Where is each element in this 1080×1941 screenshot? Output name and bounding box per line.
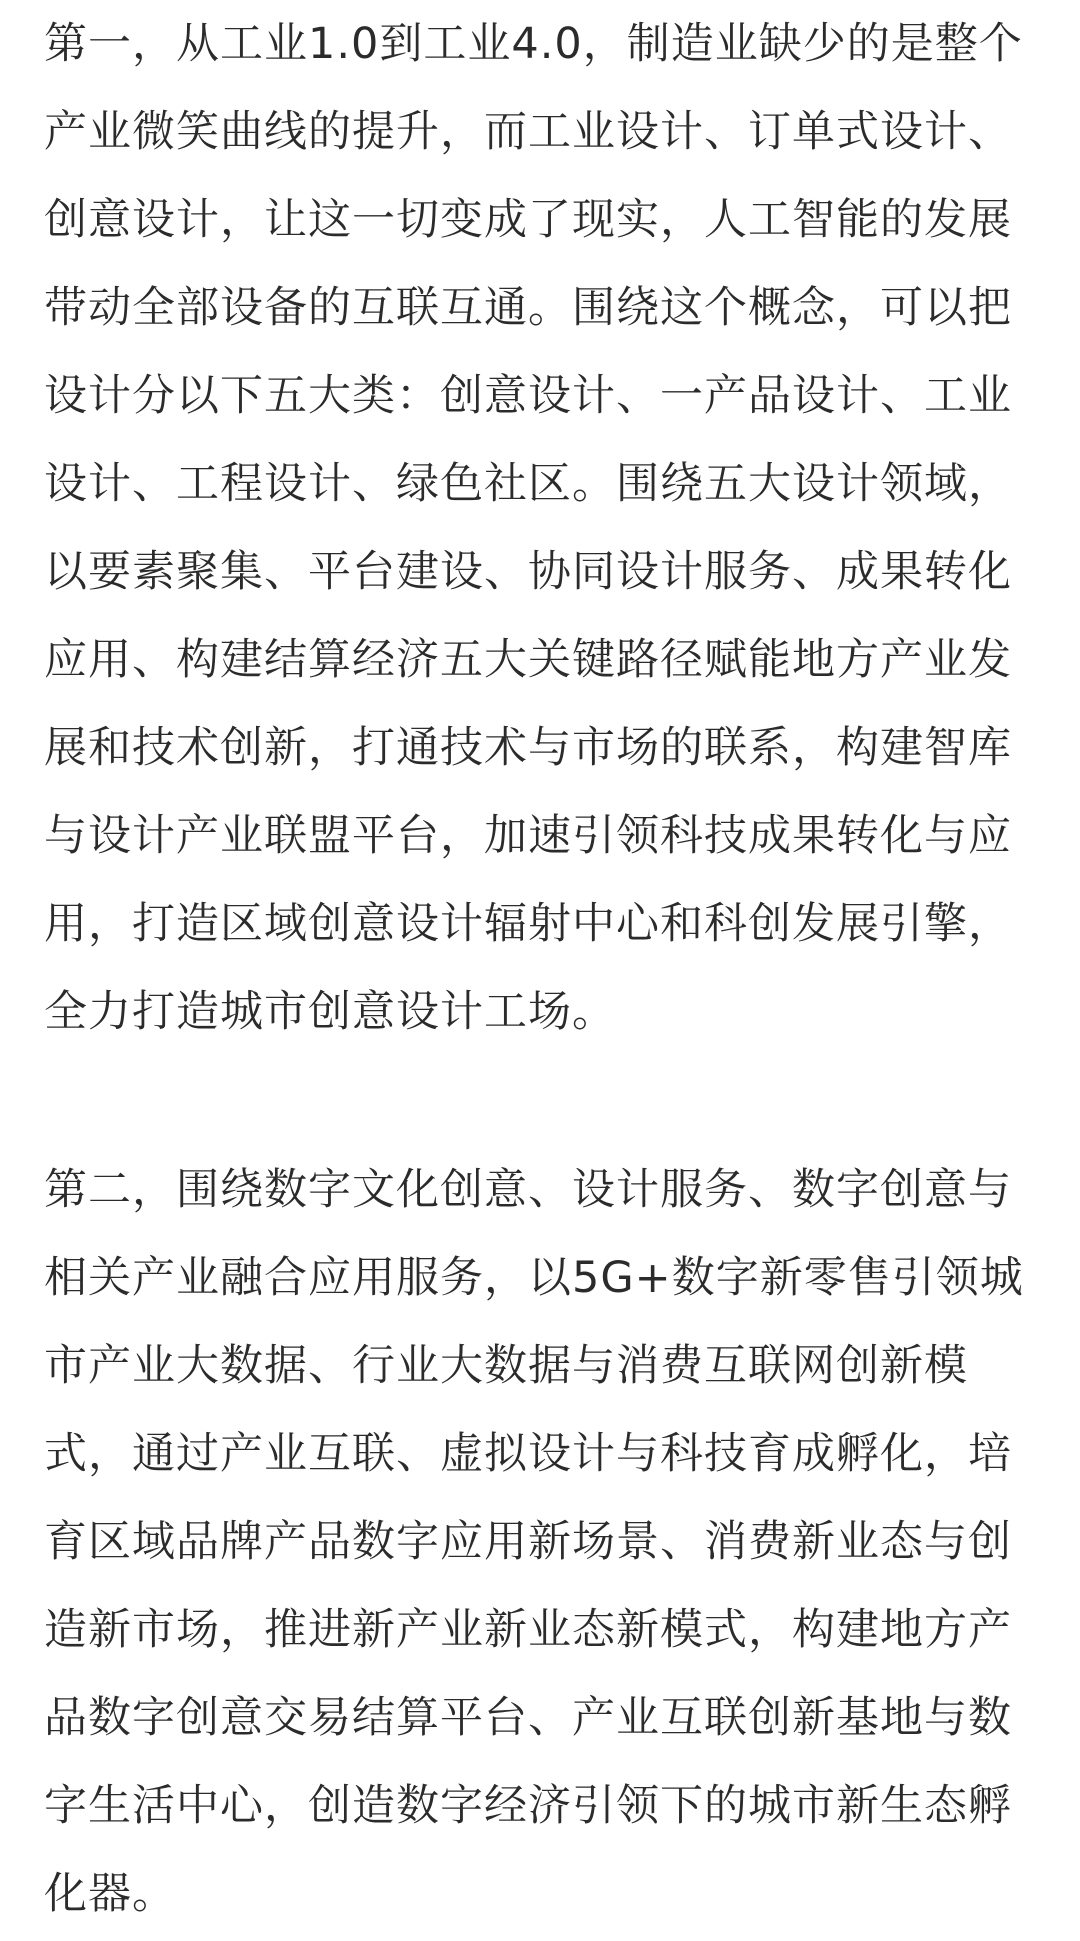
article-body	[44, 0, 1044, 1938]
text-line: 化器。	[44, 1869, 176, 1919]
text-line: 用，打造区域创意设计辐射中心和科创发展引擎，	[44, 899, 1012, 949]
text-line: 全力打造城市创意设计工场。	[44, 987, 616, 1037]
text-line: 品数字创意交易结算平台、产业互联创新基地与数	[44, 1693, 1012, 1743]
text-line: 市产业大数据、行业大数据与消费互联网创新模	[44, 1341, 968, 1391]
paragraph-second	[44, 1146, 1044, 1938]
text-line: 以要素聚集、平台建设、协同设计服务、成果转化	[44, 547, 1012, 597]
text-line: 产业微笑曲线的提升，而工业设计、订单式设计、	[44, 107, 1012, 157]
text-line: 创意设计，让这一切变成了现实，人工智能的发展	[44, 195, 1012, 245]
text-line: 应用、构建结算经济五大关键路径赋能地方产业发	[44, 635, 1012, 685]
text-line: 展和技术创新，打通技术与市场的联系，构建智库	[44, 723, 1012, 773]
text-line: 带动全部设备的互联互通。围绕这个概念，可以把	[44, 283, 1012, 333]
text-line: 字生活中心，创造数字经济引领下的城市新生态孵	[44, 1781, 1012, 1831]
text-line: 设计、工程设计、绿色社区。围绕五大设计领域，	[44, 459, 1012, 509]
text-line: 育区域品牌产品数字应用新场景、消费新业态与创	[44, 1517, 1012, 1567]
text-line: 造新市场，推进新产业新业态新模式，构建地方产	[44, 1605, 1012, 1655]
text-line: 式，通过产业互联、虚拟设计与科技育成孵化，培	[44, 1429, 1012, 1479]
text-line: 第二，围绕数字文化创意、设计服务、数字创意与	[44, 1165, 1012, 1215]
text-line: 设计分以下五大类：创意设计、一产品设计、工业	[44, 371, 1012, 421]
text-line: 第一，从工业1.0到工业4.0，制造业缺少的是整个	[44, 19, 1023, 69]
text-line: 与设计产业联盟平台，加速引领科技成果转化与应	[44, 811, 1012, 861]
paragraph-first	[44, 0, 1044, 1056]
text-line: 相关产业融合应用服务，以5G+数字新零售引领城	[44, 1253, 1024, 1303]
